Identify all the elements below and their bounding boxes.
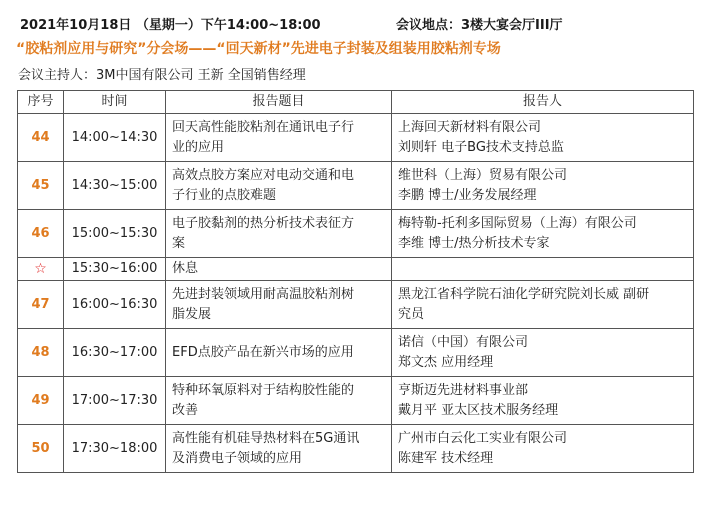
row-topic bbox=[166, 281, 392, 329]
row-time: 16:30~17:00 bbox=[64, 329, 166, 377]
row-number bbox=[18, 329, 64, 377]
topic-line: 高效点胶方案应对电动交通和电 bbox=[172, 167, 355, 183]
schedule-table bbox=[17, 90, 694, 473]
topic-line: 业的应用 bbox=[172, 139, 225, 155]
topic-line: 回天高性能胶粘剂在通讯电子行 bbox=[172, 119, 355, 135]
topic-line: 先进封装领域用耐高温胶粘剂树 bbox=[172, 286, 355, 302]
row-speaker bbox=[392, 329, 694, 377]
table-header-row bbox=[18, 91, 694, 114]
header-time: 时间 bbox=[64, 91, 166, 114]
row-number-label: 44 bbox=[31, 129, 50, 145]
row-speaker bbox=[392, 114, 694, 162]
speaker-line: 李维 博士/热分析技术专家 bbox=[398, 235, 550, 251]
row-speaker bbox=[392, 425, 694, 473]
speaker-line: 亨斯迈先进材料事业部 bbox=[398, 382, 529, 398]
row-number-label: 48 bbox=[31, 344, 50, 360]
session-venue: 会议地点：3楼大宴会厅III厅 bbox=[396, 18, 563, 33]
speaker-line: 黑龙江省科学院石油化学研究院刘长威 副研 bbox=[398, 286, 650, 302]
session-subtitle: “胶粘剂应用与研究”分会场——“回天新材”先进电子封装及组装用胶粘剂专场 bbox=[16, 41, 501, 57]
topic-line: 案 bbox=[172, 235, 186, 251]
topic-line: 脂发展 bbox=[172, 306, 212, 322]
table-row bbox=[18, 114, 694, 162]
speaker-line: 广州市白云化工实业有限公司 bbox=[398, 430, 568, 446]
table-row bbox=[18, 281, 694, 329]
row-speaker bbox=[392, 377, 694, 425]
row-speaker bbox=[392, 281, 694, 329]
table-row bbox=[18, 162, 694, 210]
row-number bbox=[18, 210, 64, 258]
topic-line: 及消费电子领域的应用 bbox=[172, 450, 303, 466]
table-row bbox=[18, 258, 694, 281]
topic-line: 改善 bbox=[172, 402, 199, 418]
row-number-label: 45 bbox=[31, 177, 50, 193]
row-topic bbox=[166, 377, 392, 425]
row-time: 15:30~16:00 bbox=[64, 258, 166, 281]
session-date: 2021年10月18日 （星期一）下午14:00~18:00 bbox=[20, 18, 321, 33]
speaker-line: 陈建军 技术经理 bbox=[398, 450, 494, 466]
row-time: 16:00~16:30 bbox=[64, 281, 166, 329]
speaker-line: 诺信（中国）有限公司 bbox=[398, 334, 529, 350]
speaker-line: 郑文杰 应用经理 bbox=[398, 354, 494, 370]
row-time: 14:30~15:00 bbox=[64, 162, 166, 210]
header-line bbox=[16, 12, 696, 32]
row-number bbox=[18, 114, 64, 162]
row-topic bbox=[166, 162, 392, 210]
row-speaker bbox=[392, 258, 694, 281]
table-row bbox=[18, 425, 694, 473]
speaker-line: 李鹏 博士/业务发展经理 bbox=[398, 187, 537, 203]
row-number bbox=[18, 281, 64, 329]
table-row bbox=[18, 377, 694, 425]
row-number-label: 50 bbox=[31, 440, 50, 456]
speaker-line: 维世科（上海）贸易有限公司 bbox=[398, 167, 568, 183]
row-time: 17:00~17:30 bbox=[64, 377, 166, 425]
session-host: 会议主持人：3M中国有限公司 王新 全国销售经理 bbox=[18, 68, 306, 83]
table-row bbox=[18, 210, 694, 258]
speaker-line: 梅特勒-托利多国际贸易（上海）有限公司 bbox=[398, 215, 637, 231]
speaker-line: 刘则轩 电子BG技术支持总监 bbox=[398, 139, 564, 155]
row-topic bbox=[166, 210, 392, 258]
speaker-line: 究员 bbox=[398, 306, 425, 322]
speaker-line: 戴月平 亚太区技术服务经理 bbox=[398, 402, 559, 418]
speaker-line: 上海回天新材料有限公司 bbox=[398, 119, 542, 135]
row-time: 14:00~14:30 bbox=[64, 114, 166, 162]
row-topic bbox=[166, 425, 392, 473]
header-speaker: 报告人 bbox=[392, 91, 694, 114]
row-speaker bbox=[392, 162, 694, 210]
row-topic bbox=[166, 258, 392, 281]
topic-line: 休息 bbox=[172, 261, 199, 276]
row-time: 15:00~15:30 bbox=[64, 210, 166, 258]
row-number-label: 49 bbox=[31, 392, 50, 408]
row-number-label: 46 bbox=[31, 225, 50, 241]
topic-line: 特种环氧原料对于结构胶性能的 bbox=[172, 382, 355, 398]
header-number: 序号 bbox=[18, 91, 64, 114]
topic-line: 子行业的点胶难题 bbox=[172, 187, 277, 203]
row-topic bbox=[166, 329, 392, 377]
table-row bbox=[18, 329, 694, 377]
row-number bbox=[18, 377, 64, 425]
row-speaker bbox=[392, 210, 694, 258]
row-topic bbox=[166, 114, 392, 162]
row-time: 17:30~18:00 bbox=[64, 425, 166, 473]
row-number-label: 47 bbox=[31, 296, 50, 312]
schedule-body bbox=[18, 114, 694, 473]
row-number bbox=[18, 258, 64, 281]
star-icon: ☆ bbox=[34, 260, 47, 277]
topic-line: EFD点胶产品在新兴市场的应用 bbox=[172, 344, 354, 360]
row-number bbox=[18, 425, 64, 473]
header-topic: 报告题目 bbox=[166, 91, 392, 114]
topic-line: 电子胶黏剂的热分析技术表征方 bbox=[172, 215, 355, 231]
row-number bbox=[18, 162, 64, 210]
topic-line: 高性能有机硅导热材料在5G通讯 bbox=[172, 430, 360, 446]
